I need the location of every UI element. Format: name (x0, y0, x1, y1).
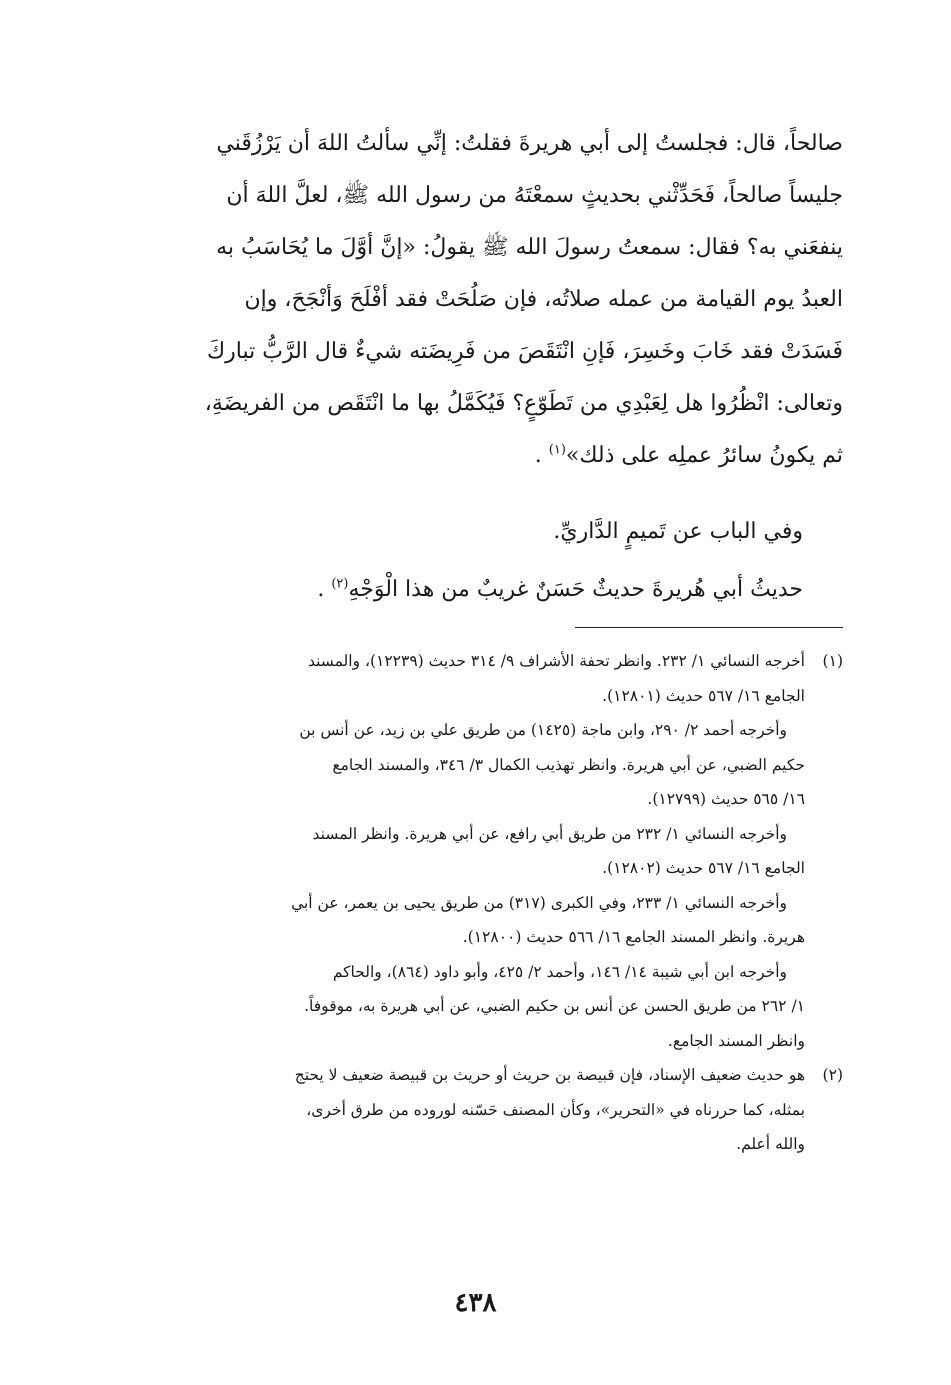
text-line (131, 430, 843, 482)
footnote-line: ١/ ٢٦٢ من طريق الحسن عن أنس بن حكيم الضبي، عن أبي هريرة به، موقوفاً. (304, 997, 805, 1015)
footnote-line: وأخرجه ابن أبي شيبة ١٤/ ١٤٦، وأحمد ٢/ ٤٢٥، وأبو داود (٨٦٤)، والحاكم (332, 962, 787, 981)
hadith-paragraph (131, 118, 843, 482)
footnotes (113, 644, 843, 1162)
footnote-line: بمثله، كما حررناه في «التحرير»، وكأن المصنف حَسّنه لوروده من طرق أخرى، (306, 1100, 805, 1119)
footnote-ref-1[interactable]: (١) (548, 442, 566, 458)
text-line: صالحاً، قال: فجلستُ إلى أبي هريرةَ فقلتُ: إنِّي سألتُ اللهَ أن يَرْزُقَني (216, 131, 843, 156)
footnote-line: الجامع ١٦/ ٥٦٧ حديث (١٢٨٠١). (602, 686, 805, 705)
footnote-1-paragraph (113, 955, 843, 1059)
chapter-note: وفي الباب عن تَميمٍ الدَّاريِّ. (553, 519, 803, 544)
footnote-ref-2[interactable]: (٢) (331, 576, 349, 592)
text-line: جليساً صالحاً، فَحَدِّثْني بحديثٍ سمعْتَهُ من رسول الله ﷺ، لعلَّ اللهَ أن (226, 183, 843, 208)
grading-text: حديثُ أبي هُريرةَ حديثٌ حَسَنٌ غريبٌ من هذا الْوَجْهِ (348, 577, 803, 602)
footnote-line: حكيم الضبي، عن أبي هريرة. وانظر تهذيب الكمال ٣/ ٣٤٦، والمسند الجامع (332, 755, 805, 774)
footnote-line: الجامع ١٦/ ٥٦٧ حديث (١٢٨٠٢). (602, 859, 805, 877)
footnote-line: هو حديث ضعيف الإسناد، فإن قبيصة بن حريث أو حريث بن قبيصة ضعيف لا يحتج (294, 1066, 805, 1084)
footnote-1-paragraph (113, 817, 843, 886)
footnote-1 (113, 644, 843, 713)
text-line-end: . (534, 443, 549, 468)
page-number: ٤٣٨ (454, 1288, 497, 1318)
footnote-number: (١) (822, 652, 843, 670)
text-line: وتعالى: انْظُرُوا هل لِعَبْدِي من تَطَوّعٍ؟ فَيُكَمَّلُ بها ما انْتَقَص من الفريضَةِ، (204, 391, 843, 416)
footnote-divider (575, 627, 843, 628)
footnote-line: هريرة. وانظر المسند الجامع ١٦/ ٥٦٦ حديث (١٢٨٠٠). (462, 928, 805, 946)
grading-statement (131, 564, 843, 616)
text-line: فَسَدَتْ فقد خَابَ وخَسِرَ، فَإنِ انْتَقَصَ من فَرِيضَته شيءٌ قال الرَّبُّ تباركَ (207, 339, 843, 364)
text-line: العبدُ يوم القيامة من عمله صلاتُه، فإن صَلُحَتْ فقد أفْلَحَ وَأنْجَحَ، وإن (244, 287, 843, 312)
footnote-line: والله أعلم. (736, 1135, 805, 1153)
footnote-2 (113, 1058, 843, 1162)
footnote-line: أخرجه النسائي ١/ ٢٣٢. وانظر تحفة الأشراف ٩/ ٣١٤ حديث (١٢٢٣٩)، والمسند (307, 652, 805, 670)
footnote-line: وأخرجه النسائي ١/ ٢٣٣، وفي الكبرى (٣١٧) من طريق يحيى بن يعمر، عن أبي (291, 893, 787, 912)
text-line: ينفعَني به؟ فقال: سمعتُ رسولَ الله ﷺ يقولُ: «إنَّ أوَّلَ ما يُحَاسَبُ به (216, 235, 843, 260)
footnote-line: وأخرجه أحمد ٢/ ٢٩٠، وابن ماجة (١٤٢٥) من طريق علي بن زيد، عن أنس بن (299, 721, 787, 739)
footnote-line: وأخرجه النسائي ١/ ٢٣٢ من طريق أبي رافع، عن أبي هريرة. وانظر المسند (312, 824, 787, 843)
footnote-line: ١٦/ ٥٦٥ حديث (١٢٧٩٩). (647, 790, 805, 808)
main-text (131, 118, 843, 616)
footnote-1-paragraph (113, 713, 843, 817)
footnote-1-paragraph (113, 886, 843, 955)
text-line-content: ثم يكونُ سائرُ عملِه على ذلك» (565, 443, 843, 468)
paragraph-gap (131, 482, 843, 506)
footnote-line: وانظر المسند الجامع. (667, 1031, 805, 1050)
footnote-number: (٢) (822, 1066, 843, 1084)
grading-end: . (317, 577, 332, 602)
